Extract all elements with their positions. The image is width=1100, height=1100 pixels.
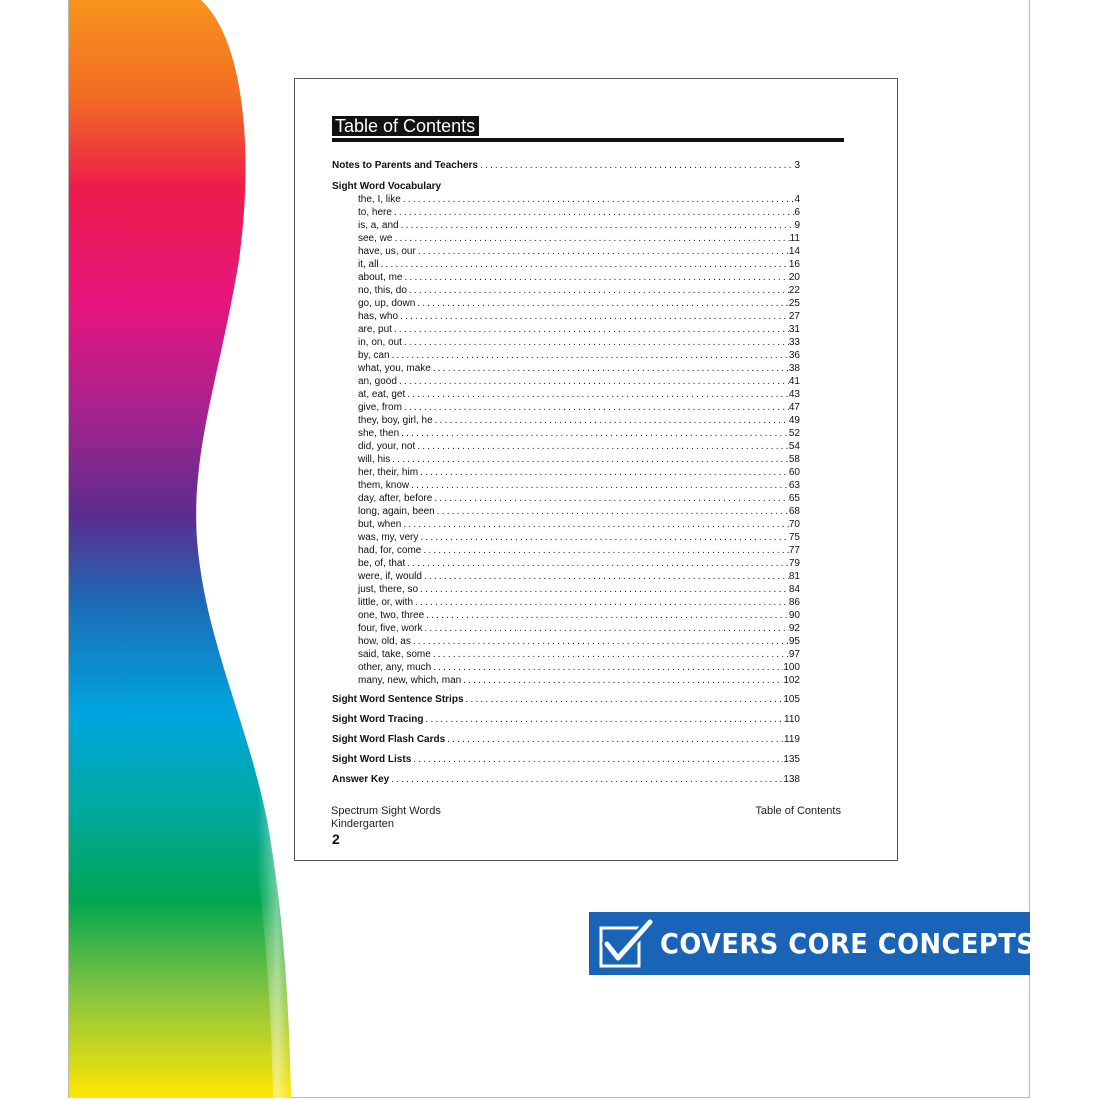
toc-subentry-page: 63 bbox=[788, 480, 800, 491]
toc-subentry bbox=[358, 297, 800, 310]
footer-section-name: Table of Contents bbox=[755, 805, 841, 817]
toc-subentry bbox=[358, 661, 800, 674]
core-concepts-banner bbox=[589, 912, 1036, 975]
toc-subentry bbox=[358, 531, 800, 544]
dot-leader bbox=[415, 297, 789, 310]
toc-subentry-label: to, here bbox=[358, 207, 392, 218]
toc-subentry-page: 97 bbox=[788, 649, 800, 660]
toc-subentry-page: 81 bbox=[788, 571, 800, 582]
toc-entry bbox=[332, 159, 800, 172]
toc-subentry-page: 22 bbox=[788, 285, 800, 296]
toc-subentry-label: no, this, do bbox=[358, 285, 407, 296]
checkmark-icon bbox=[598, 918, 654, 970]
toc-subentry-page: 52 bbox=[788, 428, 800, 439]
dot-leader bbox=[390, 349, 789, 362]
toc-subentry-label: at, eat, get bbox=[358, 389, 406, 400]
toc-subentry-page: 33 bbox=[788, 337, 800, 348]
toc-subentry-label: are, put bbox=[358, 324, 392, 335]
toc-subentry bbox=[358, 505, 800, 518]
toc-subentry bbox=[358, 310, 800, 323]
toc-subentry-page: 38 bbox=[788, 363, 800, 374]
toc-subentry-label: see, we bbox=[358, 233, 393, 244]
toc-subentry bbox=[358, 583, 800, 596]
dot-leader bbox=[390, 453, 789, 466]
toc-subentry-page: 86 bbox=[788, 597, 800, 608]
toc-subentry bbox=[358, 388, 800, 401]
toc-subentry bbox=[358, 401, 800, 414]
dot-leader bbox=[431, 362, 789, 375]
toc-subentry-page: 4 bbox=[794, 194, 800, 205]
dot-leader bbox=[435, 505, 789, 518]
dot-leader bbox=[401, 193, 795, 206]
toc-subentry-page: 14 bbox=[788, 246, 800, 257]
toc-subentry-label: has, who bbox=[358, 311, 399, 322]
toc-subentry-label: in, on, out bbox=[358, 337, 402, 348]
dot-leader bbox=[405, 388, 789, 401]
toc-subentry-label: had, for, come bbox=[358, 545, 422, 556]
dot-leader bbox=[422, 622, 788, 635]
dot-leader bbox=[416, 245, 789, 258]
toc-subentry bbox=[358, 570, 800, 583]
toc-subentry-page: 49 bbox=[788, 415, 800, 426]
toc-subentry-page: 25 bbox=[788, 298, 800, 309]
dot-leader bbox=[379, 258, 789, 271]
toc-subentry-page: 41 bbox=[788, 376, 800, 387]
toc-subentry bbox=[358, 284, 800, 297]
toc-subentry bbox=[358, 622, 800, 635]
toc-subentry-label: her, their, him bbox=[358, 467, 419, 478]
toc-subentry-label: be, of, that bbox=[358, 558, 406, 569]
toc-subentry-label: go, up, down bbox=[358, 298, 416, 309]
toc-subentry-label: about, me bbox=[358, 272, 403, 283]
toc-subentry-page: 20 bbox=[788, 272, 800, 283]
dot-leader bbox=[407, 284, 789, 297]
toc-subentry-label: said, take, some bbox=[358, 649, 431, 660]
toc-subentry bbox=[358, 245, 800, 258]
toc-subentry-label: them, know bbox=[358, 480, 410, 491]
dot-leader bbox=[397, 375, 789, 388]
toc-subentry-label: did, your, not bbox=[358, 441, 416, 452]
dot-leader bbox=[433, 414, 789, 427]
toc-subentry-page: 70 bbox=[788, 519, 800, 530]
toc-subentry-label: little, or, with bbox=[358, 597, 414, 608]
dot-leader bbox=[461, 674, 783, 687]
dot-leader bbox=[418, 583, 789, 596]
toc-subentry-page: 43 bbox=[788, 389, 800, 400]
toc-subentry-label: an, good bbox=[358, 376, 397, 387]
toc-subentry-page: 84 bbox=[788, 584, 800, 595]
toc-subentry-label: were, if, would bbox=[358, 571, 422, 582]
toc-subentry bbox=[358, 648, 800, 661]
dot-leader bbox=[402, 336, 789, 349]
toc-subentry-page: 100 bbox=[783, 662, 800, 673]
toc-subentry bbox=[358, 479, 800, 492]
toc-entry-label: Sight Word Sentence Strips bbox=[332, 694, 464, 705]
toc-subentry bbox=[358, 440, 800, 453]
section-heading: Sight Word Vocabulary bbox=[332, 181, 442, 192]
toc-subentry bbox=[358, 609, 800, 622]
toc-subentry bbox=[358, 323, 800, 336]
toc-subentry-label: day, after, before bbox=[358, 493, 433, 504]
footer-book-info bbox=[331, 805, 441, 831]
page-title: Table of Contents bbox=[332, 116, 479, 136]
toc-subentry-page: 11 bbox=[789, 233, 800, 244]
toc-entry-label: Sight Word Flash Cards bbox=[332, 734, 446, 745]
toc-subentry-label: how, old, as bbox=[358, 636, 411, 647]
toc-subentry-label: four, five, work bbox=[358, 623, 423, 634]
toc-subentry-label: is, a, and bbox=[358, 220, 399, 231]
toc-subentry bbox=[358, 206, 800, 219]
dot-leader bbox=[431, 648, 789, 661]
toc-subentry bbox=[358, 271, 800, 284]
toc-subentry-label: many, new, which, man bbox=[358, 675, 462, 686]
toc-subentry-page: 60 bbox=[788, 467, 800, 478]
toc-subentry-page: 9 bbox=[794, 220, 800, 231]
dot-leader bbox=[399, 427, 789, 440]
toc-subentry bbox=[358, 635, 800, 648]
toc-entry-label: Sight Word Lists bbox=[332, 754, 412, 765]
toc-subentry-label: what, you, make bbox=[358, 363, 431, 374]
rainbow-decoration bbox=[69, 0, 309, 1098]
toc-subentry bbox=[358, 219, 800, 232]
toc-entry bbox=[332, 753, 800, 766]
toc-subentry-page: 75 bbox=[788, 532, 800, 543]
toc-subentry bbox=[358, 336, 800, 349]
toc-subentry bbox=[358, 453, 800, 466]
toc-subentry-page: 65 bbox=[788, 493, 800, 504]
toc-subentry-label: it, all bbox=[358, 259, 379, 270]
toc-subentry bbox=[358, 362, 800, 375]
toc-subentry-page: 92 bbox=[788, 623, 800, 634]
dot-leader bbox=[411, 753, 783, 766]
toc-subentry-page: 27 bbox=[788, 311, 800, 322]
toc-entry-page: 105 bbox=[783, 694, 800, 705]
dot-leader bbox=[464, 693, 784, 706]
toc-subentry bbox=[358, 349, 800, 362]
toc-entry-page: 135 bbox=[783, 754, 800, 765]
toc-subentry-page: 47 bbox=[788, 402, 800, 413]
toc-subentry-label: other, any, much bbox=[358, 662, 432, 673]
dot-leader bbox=[405, 557, 789, 570]
title-underline bbox=[332, 138, 844, 142]
toc-subentry bbox=[358, 674, 800, 687]
toc-subentry-label: will, his bbox=[358, 454, 391, 465]
footer-book-title: Spectrum Sight Words bbox=[331, 805, 441, 817]
toc-subentry-page: 68 bbox=[788, 506, 800, 517]
dot-leader bbox=[421, 544, 789, 557]
toc-subentry-label: just, there, so bbox=[358, 584, 419, 595]
toc-subentry bbox=[358, 375, 800, 388]
toc-subentry-page: 79 bbox=[788, 558, 800, 569]
toc-subentry bbox=[358, 232, 800, 245]
toc-subentry-label: long, again, been bbox=[358, 506, 435, 517]
toc-entry-label: Sight Word Tracing bbox=[332, 714, 424, 725]
toc-subentry-label: by, can bbox=[358, 350, 390, 361]
toc-subentry-label: was, my, very bbox=[358, 532, 419, 543]
dot-leader bbox=[418, 466, 789, 479]
toc-subentry-label: but, when bbox=[358, 519, 402, 530]
dot-leader bbox=[411, 635, 789, 648]
toc-subentry-label: have, us, our bbox=[358, 246, 416, 257]
toc-subentry-label: she, then bbox=[358, 428, 400, 439]
toc-subentry bbox=[358, 492, 800, 505]
toc-subentry bbox=[358, 518, 800, 531]
dot-leader bbox=[398, 310, 789, 323]
toc-entry-page: 138 bbox=[783, 774, 800, 785]
dot-leader bbox=[415, 440, 789, 453]
toc-entry-page: 3 bbox=[794, 160, 800, 171]
toc-subentry-label: they, boy, girl, he bbox=[358, 415, 433, 426]
dot-leader bbox=[431, 661, 783, 674]
toc-subentry-page: 6 bbox=[794, 207, 800, 218]
toc-entry-page: 119 bbox=[784, 734, 800, 745]
toc-subentry bbox=[358, 193, 800, 206]
toc-subentry-page: 36 bbox=[788, 350, 800, 361]
toc-subentry bbox=[358, 427, 800, 440]
toc-entry bbox=[332, 693, 800, 706]
toc-subentry bbox=[358, 258, 800, 271]
footer-grade: Kindergarten bbox=[331, 818, 394, 830]
toc-subentry-page: 16 bbox=[788, 259, 800, 270]
dot-leader bbox=[418, 531, 788, 544]
dot-leader bbox=[445, 733, 784, 746]
dot-leader bbox=[389, 773, 783, 786]
toc-entry-label: Notes to Parents and Teachers bbox=[332, 160, 478, 171]
toc-subentry bbox=[358, 557, 800, 570]
toc-subentry-page: 58 bbox=[788, 454, 800, 465]
toc-subentry-page: 77 bbox=[788, 545, 800, 556]
toc-entry bbox=[332, 733, 800, 746]
dot-leader bbox=[478, 159, 794, 172]
toc-subentry-page: 95 bbox=[788, 636, 800, 647]
dot-leader bbox=[392, 323, 789, 336]
toc-entry-page: 110 bbox=[784, 714, 800, 725]
toc-entry bbox=[332, 773, 800, 786]
dot-leader bbox=[401, 518, 789, 531]
toc-subentry-label: the, I, like bbox=[358, 194, 401, 205]
dot-leader bbox=[409, 479, 789, 492]
dot-leader bbox=[392, 232, 789, 245]
toc-entry bbox=[332, 713, 800, 726]
dot-leader bbox=[432, 492, 789, 505]
dot-leader bbox=[392, 206, 795, 219]
toc-subentry-page: 102 bbox=[783, 675, 800, 686]
dot-leader bbox=[402, 401, 789, 414]
dot-leader bbox=[422, 570, 789, 583]
toc-entry-label: Answer Key bbox=[332, 774, 390, 785]
toc-subentry-page: 90 bbox=[788, 610, 800, 621]
dot-leader bbox=[399, 219, 795, 232]
toc-subentry bbox=[358, 466, 800, 479]
toc-subentry-page: 31 bbox=[788, 324, 800, 335]
toc-subentry-page: 54 bbox=[788, 441, 800, 452]
toc-subentry-label: one, two, three bbox=[358, 610, 425, 621]
toc-subentry bbox=[358, 544, 800, 557]
dot-leader bbox=[423, 713, 784, 726]
toc-subentry-label: give, from bbox=[358, 402, 402, 413]
toc-subentry bbox=[358, 414, 800, 427]
footer-page-number: 2 bbox=[332, 831, 340, 847]
book-page bbox=[294, 78, 898, 861]
dot-leader bbox=[413, 596, 789, 609]
banner-text: COVERS CORE CONCEPTS bbox=[660, 927, 1036, 960]
dot-leader bbox=[424, 609, 789, 622]
toc-subentry bbox=[358, 596, 800, 609]
dot-leader bbox=[402, 271, 788, 284]
